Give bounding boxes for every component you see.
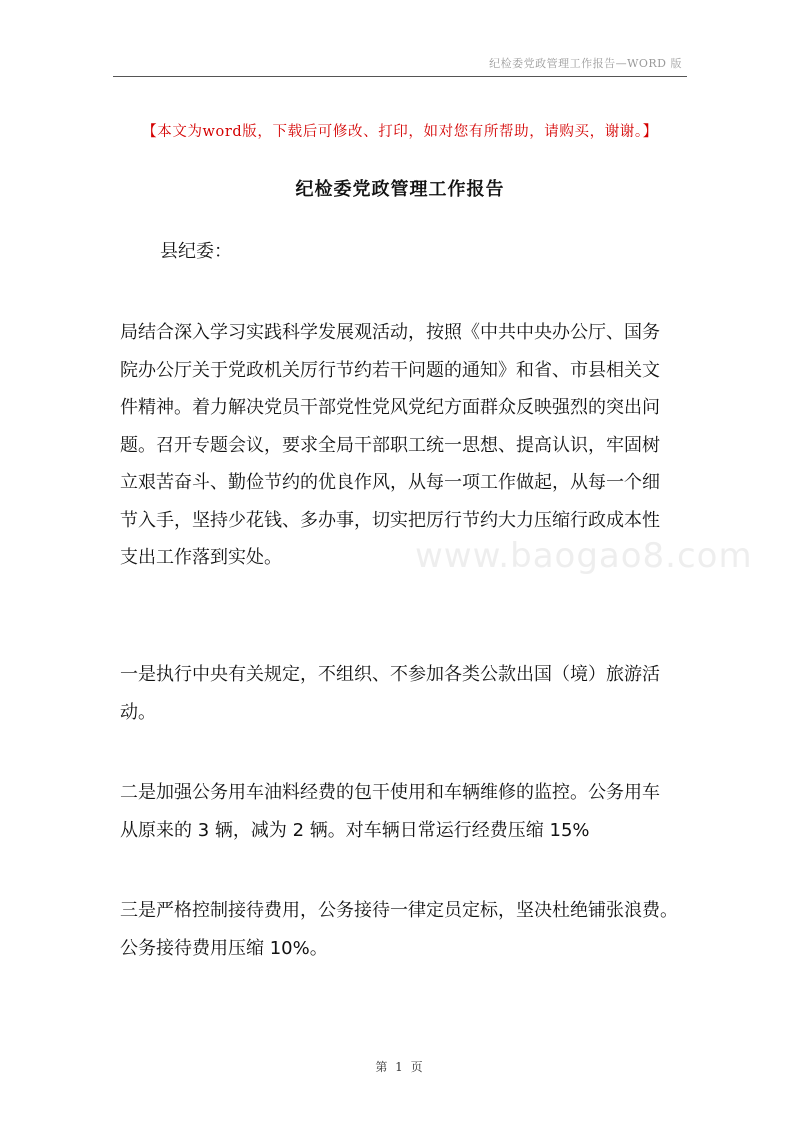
body-paragraph — [120, 774, 690, 849]
paragraph-line: 立艰苦奋斗、勤俭节约的优良作风，从每一项工作做起，从每一个细 — [120, 472, 660, 493]
body-paragraph — [120, 656, 690, 731]
page-number: 第 1 页 — [375, 1060, 425, 1074]
paragraph-line: 件精神。着力解决党员干部党性党风党纪方面群众反映强烈的突出问 — [120, 397, 660, 418]
paragraph-line: 公务接待费用压缩 10%。 — [120, 937, 328, 959]
purchase-notice: 【本文为word版，下载后可修改、打印，如对您有所帮助，请购买，谢谢。】 — [142, 124, 658, 140]
paragraph-line: 节入手，坚持少花钱、多办事，切实把厉行节约大力压缩行政成本性 — [120, 509, 660, 531]
paragraph-line: 一是执行中央有关规定，不组织、不参加各类公款出国（境）旅游活 — [120, 664, 660, 685]
paragraph-line: 动。 — [120, 701, 156, 723]
running-header: 纪检委党政管理工作报告—WORD 版 — [489, 57, 682, 70]
paragraph-line: 题。召开专题会议，要求全局干部职工统一思想、提高认识，牢固树 — [120, 434, 660, 456]
paragraph-line: 二是加强公务用车油料经费的包干使用和车辆维修的监控。公务用车 — [120, 782, 660, 803]
body-paragraph — [120, 892, 690, 967]
paragraph-line: 从原来的 3 辆，减为 2 辆。对车辆日常运行经费压缩 15% — [120, 819, 590, 841]
paragraph-line: 局结合深入学习实践科学发展观活动，按照《中共中央办公厅、国务 — [120, 322, 660, 343]
paragraph-line: 三是严格控制接待费用，公务接待一律定员定标，坚决杜绝铺张浪费。 — [120, 900, 678, 921]
salutation: 县纪委： — [160, 241, 232, 262]
header-divider — [113, 76, 687, 77]
document-title: 纪检委党政管理工作报告 — [295, 179, 505, 200]
watermark: www.baogao8.com — [415, 536, 753, 576]
paragraph-line: 院办公厅关于党政机关厉行节约若干问题的通知》和省、市县相关文 — [120, 359, 660, 381]
paragraph-line: 支出工作落到实处。 — [120, 547, 282, 568]
